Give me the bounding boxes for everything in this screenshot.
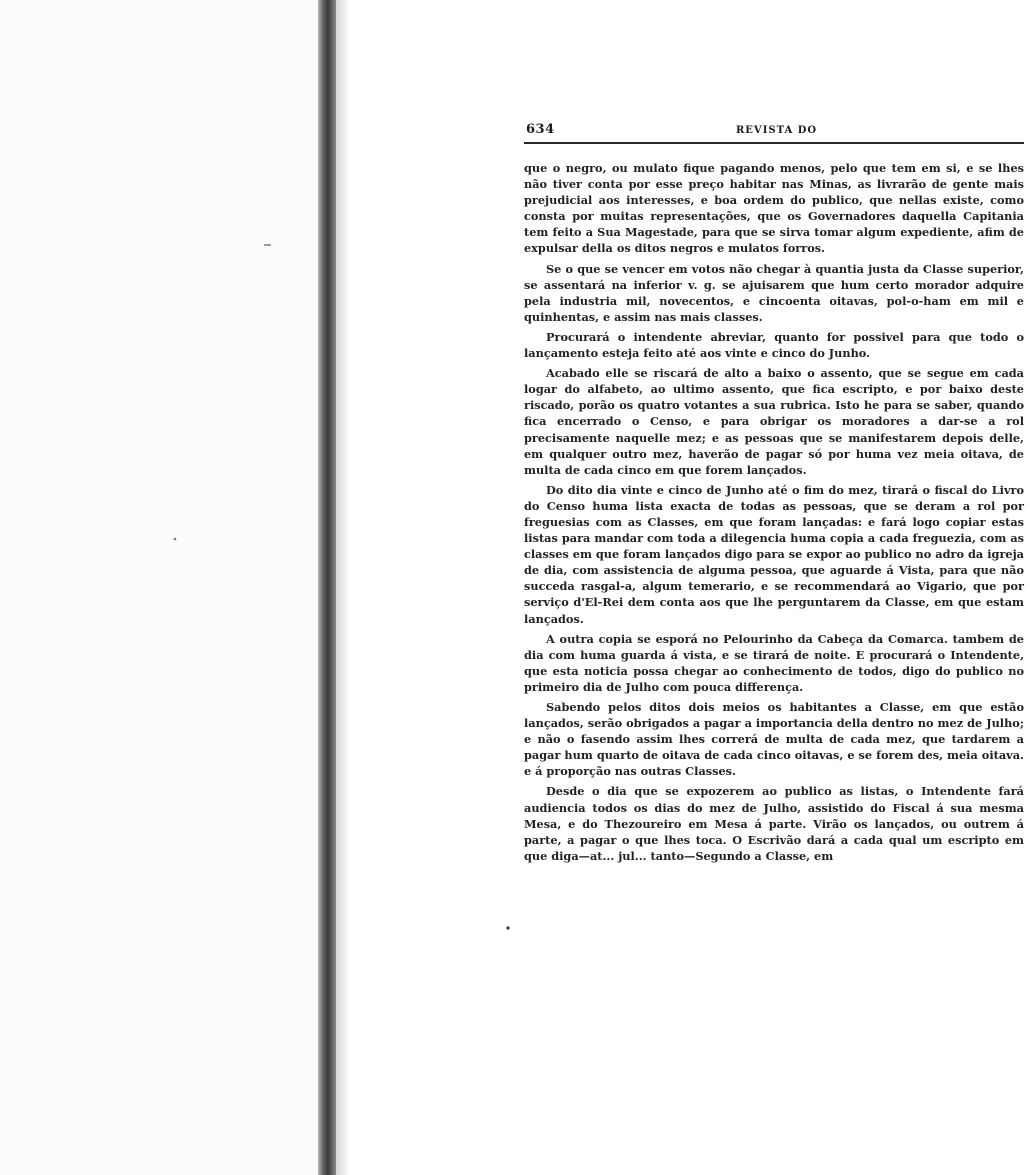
paragraph: que o negro, ou mulato fique pagando menos, pelo que tem em si, e se lhes não tiver conta por esse preço habitar nas Minas, as livrarão de gente mais prejudicial aos interesses, e boa ordem do publico, que nellas existe, como consta por muitas representações, que os Governadores daquella Capitania tem feito a Sua Magestade, para que se sirva tomar algum expediente, afim de expulsar della os ditos negros e mulatos forros. [524,161,1024,256]
page-body [524,160,1024,864]
paragraph: Se o que se vencer em votos não chegar à quantia justa da Classe superior, se assentará na inferior v. g. se ajuisarem que hum certo morador adquire pela industria mil, novecentos, e cincoenta oitavas, pol-o-ham em mil e quinhentas, e assim nas mais classes. [524,261,1024,324]
paragraph: Desde o dia que se expozerem ao publico as listas, o Intendente fará audiencia todos os dias do mez de Julho, assistido do Fiscal á sua mesma Mesa, e do Thezoureiro em Mesa á parte. Virão os lançados, ou outrem á parte, a pagar o que lhes toca. O Escrivão dará a cada qual um escripto em que diga—at... jul... tanto—Segundo a Classe, em [524,784,1024,863]
running-header [524,120,1024,144]
paragraph: Sabendo pelos ditos dois meios os habitantes a Classe, em que estão lançados, serão obrigados a pagar a importancia della dentro no mez de Julho; e não o fasendo assim lhes correrá de multa de cada mez, que tardarem a pagar hum quarto de oitava de cada cinco oitavas, e se forem des, meia oitava. e á proporção nas outras Classes. [524,700,1024,779]
page-number: 634 [526,122,555,137]
paragraph: Do dito dia vinte e cinco de Junho até o fim do mez, tirará o fiscal do Livro do Censo huma lista exacta de todas as pessoas, que se deram a rol por freguesias com as Classes, em que foram lançadas: e fará logo copiar estas listas para mandar com toda a dilegencia huma copia a cada freguezia, com as classes em que foram lançados digo para se expor ao publico no adro da igreja de dia, com assistencia de alguma pessoa, que aguarde á Vista, para que não succeda rasgal-a, algum temerario, e se recommendará ao Vigario, que por serviço d'El-Rei dem conta aos que lhe perguntarem da Classe, em que estam lançados. [524,482,1024,626]
running-title: REVISTA DO [736,125,818,136]
paragraph: Acabado elle se riscará de alto a baixo o assento, que se segue em cada logar do alfabeto, ao ultimo assento, que fica escripto, e por baixo deste riscado, porão os quatro votantes a sua rubrica. Isto he para se saber, quando fica encerrado o Censo, e para obrigar os moradores a dar-se a rol precisamente naquelle mez; e as pessoas que se manifestarem depois delle, em qualquer outro mez, haverão de pagar só por huma vez meia oitava, de multa de cada cinco em que forem lançados. [524,366,1024,477]
paragraph: A outra copia se esporá no Pelourinho da Cabeça da Comarca. tambem de dia com huma guarda á vista, e se tirará de noite. E procurará o Intendente, que esta noticia possa chegar ao conhecimento de todos, digo do publico no primeiro dia de Julho com pouca differença. [524,631,1024,694]
gutter-shadow [336,0,350,1175]
book-page [524,120,1024,868]
facing-page-blank [0,0,318,1175]
paragraph: Procurará o intendente abreviar, quanto for possivel para que todo o lançamento esteja feito até aos vinte e cinco do Junho. [524,329,1024,361]
speck [506,926,509,929]
book-gutter [318,0,336,1175]
